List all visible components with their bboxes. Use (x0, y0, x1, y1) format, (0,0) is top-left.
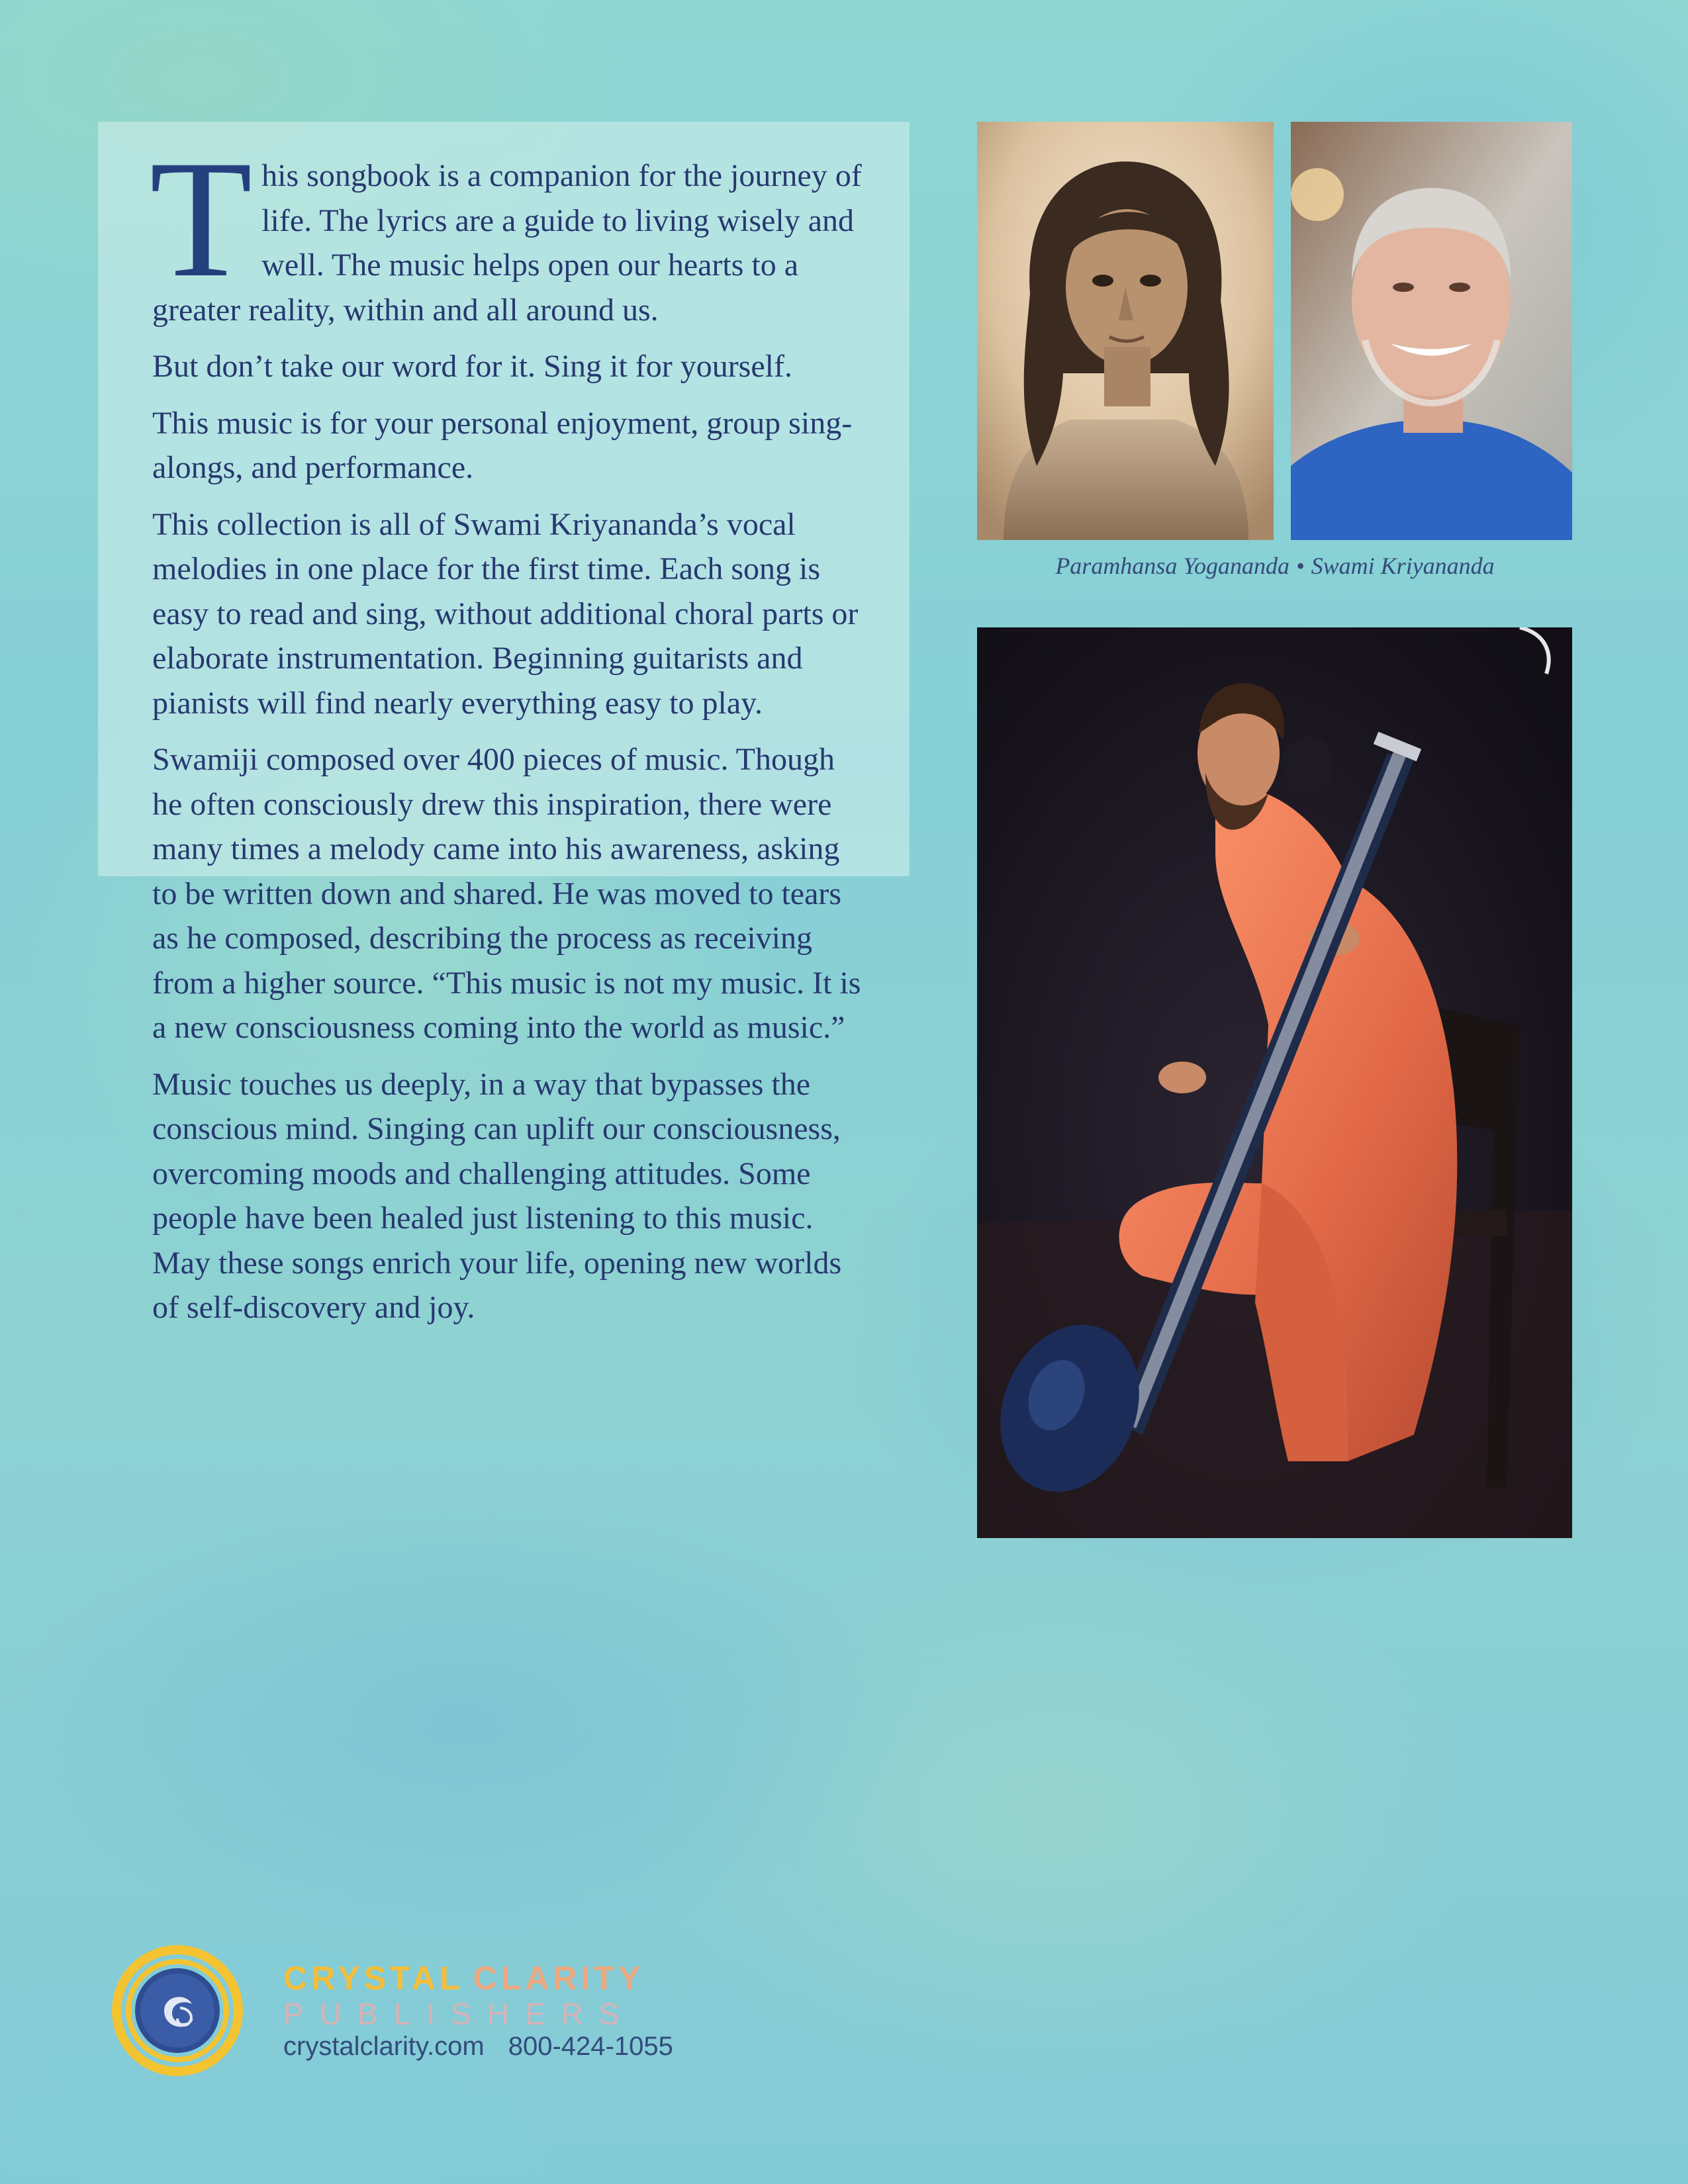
yogananda-portrait (977, 122, 1274, 540)
publisher-name-part1: CRYSTAL (283, 1960, 464, 1997)
caption-kriyananda: Swami Kriyananda (1311, 553, 1495, 579)
caption-yogananda: Paramhansa Yogananda (1055, 553, 1290, 579)
intro-paragraph-6: Music touches us deeply, in a way that bypasses the conscious mind. Singing can uplift our consciousness, overcoming moods and challenging attitudes. Some people have been healed just listening to this music. May these songs enrich your life, opening new worlds of self-discovery and joy. (152, 1066, 842, 1325)
caption-separator: • (1296, 553, 1305, 579)
intro-paragraph-1-text: his songbook is a companion for the journey of life. The lyrics are a guide to living wisely and well. The music helps open our hearts to a greater reality, within and all around us. (152, 158, 862, 328)
intro-paragraph-3: This music is for your personal enjoyment, group sing-alongs, and performance. (152, 405, 853, 485)
intro-paragraph-5: Swamiji composed over 400 pieces of music. Though he often consciously drew this inspiration, there were many times a melody came into his awareness, asking to be written down and shared. He was moved to tears as he composed, describing the process as receiving from a higher source. “This music is not my music. It is a new consciousness coming into the world as music.” (152, 742, 861, 1045)
intro-paragraph-1 (150, 126, 867, 332)
publisher-phone: 800-424-1055 (508, 2032, 673, 2061)
kriyananda-portrait (1291, 122, 1572, 540)
publisher-name-part2: CLARITY (473, 1960, 645, 1997)
intro-text-panel (98, 122, 910, 1325)
publisher-contact (283, 2032, 673, 2062)
publisher-website: crystalclarity.com (283, 2032, 485, 2061)
publisher-subtitle: PUBLISHERS (283, 1997, 635, 2031)
intro-paragraph-4: This collection is all of Swami Kriyananda’s vocal melodies in one place for the first time. Each song is easy to read and sing, without additional choral parts or elaborate instrumentation. Beginning guitarists and pianists will find nearly everything easy to play. (152, 506, 859, 721)
portrait-captions (977, 552, 1573, 580)
intro-text (150, 126, 867, 1342)
publisher-name (283, 1959, 644, 1997)
crystal-clarity-logo (111, 1944, 244, 2077)
dropcap: T (150, 126, 253, 312)
intro-paragraph-2: But don’t take our word for it. Sing it for yourself. (152, 349, 792, 384)
performance-photo (977, 627, 1572, 1538)
